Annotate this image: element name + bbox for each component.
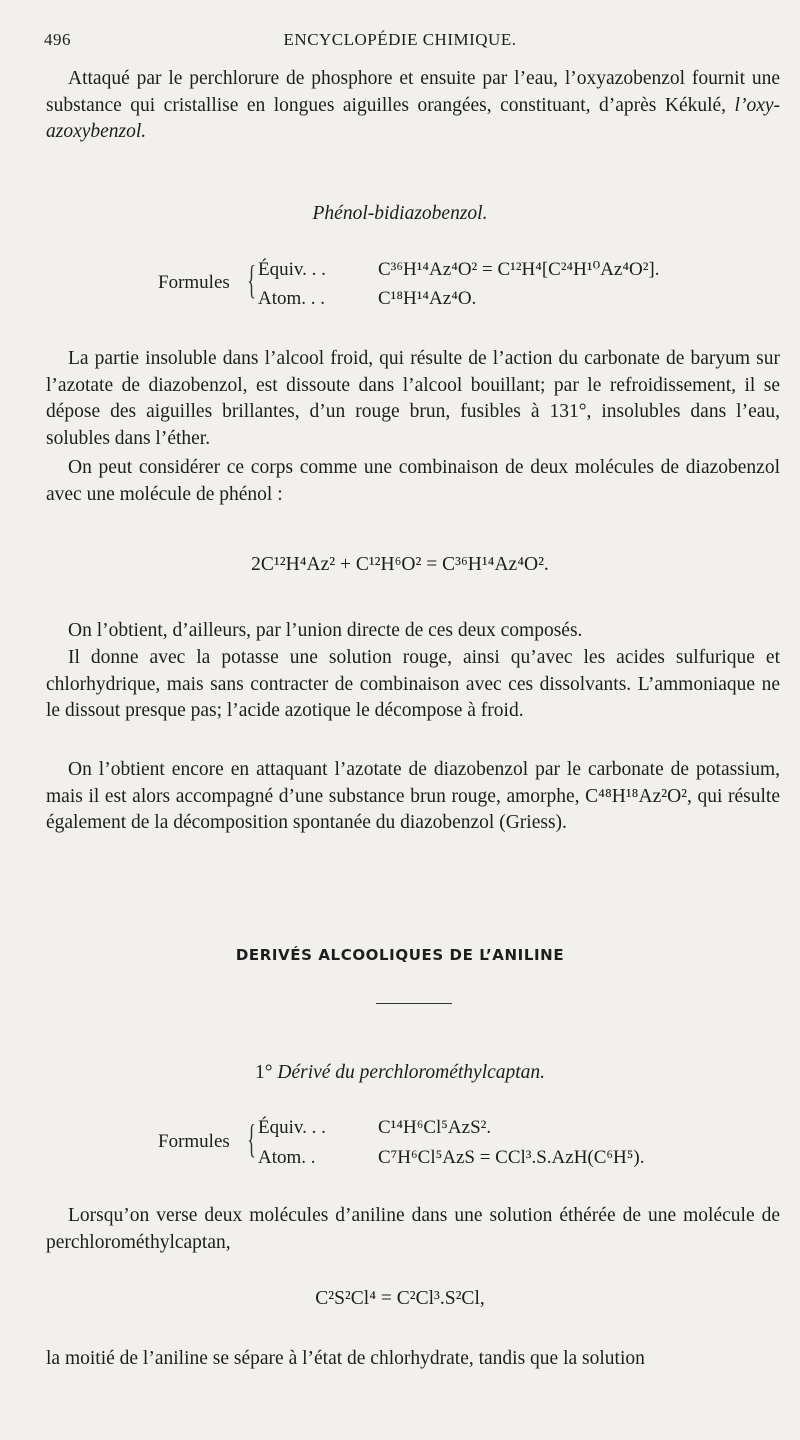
paragraph-insoluble-part: La partie insoluble dans l’alcool froid, qui résulte de l’action du carbonate de baryum sur l’azotate de diazobenzol, est dissoute dans l’alcool bouillant; par le refroidissement, il se dépose des aiguilles brillantes, d’un rouge brun, fusibles à 131°, insolubles dans l’eau, solubles dans l’éther. xyxy=(46,348,780,449)
subheading-text: Dérivé du perchlorométhylcaptan. xyxy=(277,1062,546,1083)
formula-label: Formules xyxy=(158,272,230,293)
equation-phenol-diazobenzol: 2C¹²H⁴Az² + C¹²H⁶O² = C³⁶H¹⁴Az⁴O². xyxy=(251,554,549,575)
subheading-perchloromethylcaptan xyxy=(0,1062,800,1084)
formula-row-atom: Atom. . . C¹⁸H¹⁴Az⁴O. xyxy=(258,288,477,309)
equation-perchloromethylcaptan: C²S²Cl⁴ = C²Cl³.S²Cl, xyxy=(315,1288,485,1309)
paragraph-oxyazobenzol: Attaqué par le perchlorure de phosphore et ensuite par l’eau, l’oxyazobenzol fournit une substance qui cristallise en longues aiguilles orangées, constituant, d’après Kékulé, l’oxy-azoxybenzol. xyxy=(46,68,780,142)
paragraph-combination: On peut considérer ce corps comme une combinaison de deux molécules de diazobenzol avec une molécule de phénol : xyxy=(46,457,780,505)
formula-row-equiv: Équiv. . . C¹⁴H⁶Cl⁵AzS². xyxy=(258,1117,492,1138)
formula-row-equiv: Équiv. . . C³⁶H¹⁴Az⁴O² = C¹²H⁴[C²⁴H¹⁰Az⁴O²]. xyxy=(258,259,660,280)
section-title: DERIVÉS ALCOOLIQUES DE L’ANILINE xyxy=(235,946,565,964)
paragraph-potash-solution: Il donne avec la potasse une solution rouge, ainsi qu’avec les acides sulfurique et chlorhydrique, mais sans contracter de combinaison avec ces dissolvants. L’ammoniaque ne le dissout presque pas; l’acide azotique le décompose à froid. xyxy=(46,647,780,721)
paragraph-carbonate-potassium: On l’obtient encore en attaquant l’azotate de diazobenzol par le carbonate de potassium, mais il est alors accompagné d’une substance brun rouge, amorphe, C⁴⁸H¹⁸Az²O², qui résulte également de la décomposition spontanée du diazobenzol (Griess). xyxy=(46,759,780,833)
divider-rule xyxy=(376,1003,452,1004)
subheading-phenol-bidiazobenzol: Phénol-bidiazobenzol. xyxy=(312,203,488,224)
page-number: 496 xyxy=(44,30,71,49)
formula-block-2 xyxy=(158,1117,718,1177)
page-header xyxy=(44,30,756,54)
subheading-number: 1° xyxy=(254,1062,273,1083)
running-title: ENCYCLOPÉDIE CHIMIQUE. xyxy=(283,30,517,49)
italic-compound: l’oxy-azoxybenzol. xyxy=(46,94,780,142)
paragraph-aniline-ether: Lorsqu’on verse deux molécules d’aniline dans une solution éthérée de une molécule de perchlorométhylcaptan, xyxy=(46,1205,780,1253)
formula-row-atom: Atom. . C⁷H⁶Cl⁵AzS = CCl³.S.AzH(C⁶H⁵). xyxy=(258,1147,645,1168)
brace-icon: { xyxy=(247,257,256,302)
paragraph-direct-union: On l’obtient, d’ailleurs, par l’union directe de ces deux composés. xyxy=(68,620,583,641)
formula-label: Formules xyxy=(158,1131,230,1152)
formula-block-1 xyxy=(158,258,718,318)
paragraph-aniline-separation: la moitié de l’aniline se sépare à l’état de chlorhydrate, tandis que la solution xyxy=(46,1348,645,1369)
brace-icon: { xyxy=(247,1116,256,1161)
